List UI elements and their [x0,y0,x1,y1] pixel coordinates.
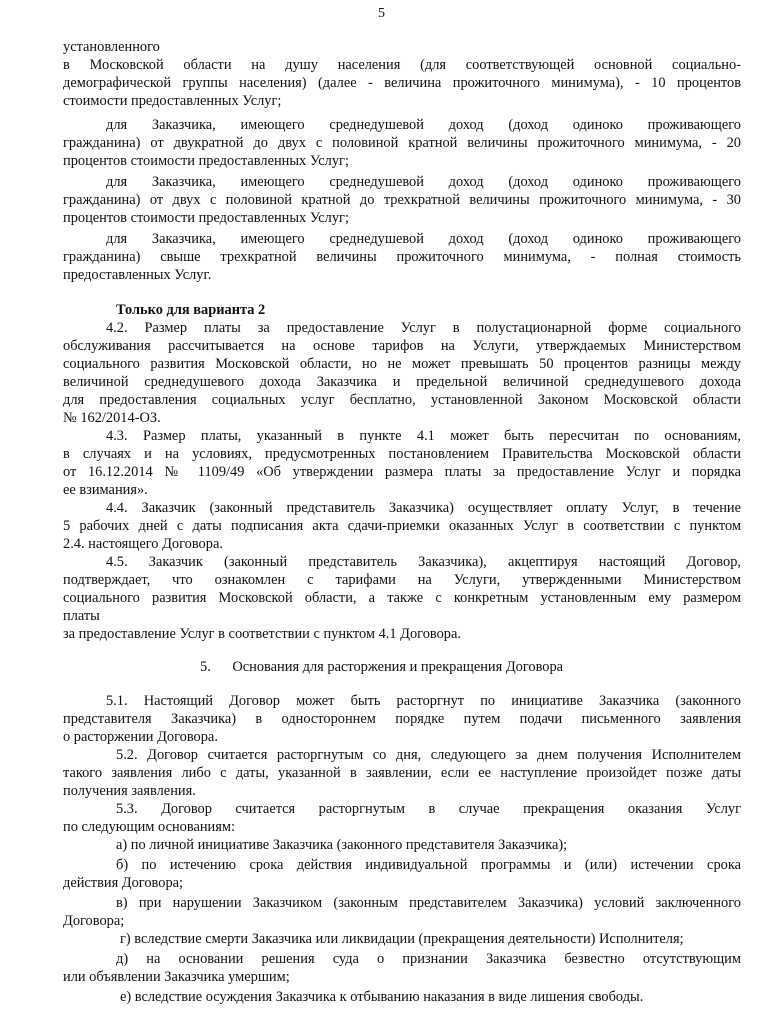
text-line: № 162/2014-ОЗ. [63,410,161,426]
text-line: гражданина) свыше трехкратной величины прожиточного минимума, - полная стоимость [63,249,741,265]
text-line: 4.4. Заказчик (законный представитель Заказчика) осуществляет оплату Услуг, в течение [106,500,741,516]
text-line: по следующим основаниям: [63,819,235,835]
text-line: ее взимания». [63,482,148,498]
text-line: Договора; [63,913,125,929]
text-line: социального развития Московской области, а также с конкретным установленным ему размером [63,590,741,606]
text-line: от 16.12.2014 № 1109/49 «Об утверждении размера платы за предоставление Услуг и порядка [63,464,741,480]
text-line: 4.2. Размер платы за предоставление Услуг в полустационарной форме социального [106,320,741,336]
list-item: б) по истечению срока действия индивидуальной программы и (или) истечении срока [116,857,741,873]
text-line: процентов стоимости предоставленных Услуг; [63,153,349,169]
section-subheading: Только для варианта 2 [116,302,266,318]
list-item: в) при нарушении Заказчиком (законным представителем Заказчика) условий заключенного [116,895,741,911]
list-item: г) вследствие смерти Заказчика или ликвидации (прекращения деятельности) Исполнителя; [120,931,684,947]
text-line: 5.3. Договор считается расторгнутым в случае прекращения оказания Услуг [116,801,741,817]
text-line: стоимости предоставленных Услуг; [63,93,282,109]
text-line: величиной среднедушевого дохода Заказчика и предельной величиной среднедушевого дохода [63,374,741,390]
list-item: д) на основании решения суда о признании Заказчика безвестно отсутствующим [116,951,741,967]
text-line: для Заказчика, имеющего среднедушевой доход (доход одиноко проживающего [106,231,741,247]
text-line: подтверждает, что ознакомлен с тарифами на Услуги, утвержденными Министерством [63,572,741,588]
text-line: или объявлении Заказчика умершим; [63,969,290,985]
text-line: гражданина) от двух с половиной кратной до трехкратной величины прожиточного минимума, - 30 [63,192,741,208]
text-line: 5.2. Договор считается расторгнутым со дня, следующего за днем получения Исполнителем [116,747,741,763]
text-line: установленного [63,39,160,55]
text-line: 5 рабочих дней с даты подписания акта сдачи-приемки оказанных Услуг в соответствии с пунктом [63,518,741,534]
text-line: представителя Заказчика) в одностороннем порядке путем подачи письменного заявления [63,711,741,727]
list-item: а) по личной инициативе Заказчика (законного представителя Заказчика); [116,837,568,853]
text-line: действия Договора; [63,875,184,891]
text-line: для Заказчика, имеющего среднедушевой доход (доход одиноко проживающего [106,117,741,133]
text-line: обслуживания рассчитывается на основе тарифов на Услуги, утверждаемых Министерством [63,338,741,354]
list-item: е) вследствие осуждения Заказчика к отбыванию наказания в виде лишения свободы. [120,989,644,1005]
text-line: для предоставления социальных услуг бесплатно, установленной Законом Московской области [63,392,741,408]
text-line: такого заявления либо с даты, указанной в заявлении, если ее наступление произойдет позже даты [63,765,741,781]
section-heading: 5. Основания для расторжения и прекращения Договора [200,659,564,675]
text-line: процентов стоимости предоставленных Услуг; [63,210,349,226]
text-line: в Московской области на душу населения (для соответствующей основной социально- [63,57,741,73]
text-line: гражданина) от двукратной до двух с половиной кратной величины прожиточного минимума, - 20 [63,135,741,151]
page-number: 5 [378,6,385,21]
text-line: платы [63,608,100,624]
text-line: демографической группы населения) (далее - величина прожиточного минимума), - 10 процентов [63,75,741,91]
text-line: о расторжении Договора. [63,729,218,745]
text-line: получения заявления. [63,783,196,799]
text-line: в случаях и на условиях, предусмотренных постановлением Правительства Московской области [63,446,741,462]
text-line: 5.1. Настоящий Договор может быть расторгнут по инициативе Заказчика (законного [106,693,741,709]
text-line: предоставленных Услуг. [63,267,212,283]
text-line: 2.4. настоящего Договора. [63,536,223,552]
text-line: за предоставление Услуг в соответствии с пунктом 4.1 Договора. [63,626,461,642]
text-line: социального развития Московской области, но не может превышать 50 процентов разницы между [63,356,741,372]
text-line: 4.5. Заказчик (законный представитель Заказчика), акцептируя настоящий Договор, [106,554,741,570]
text-line: для Заказчика, имеющего среднедушевой доход (доход одиноко проживающего [106,174,741,190]
text-line: 4.3. Размер платы, указанный в пункте 4.1 может быть пересчитан по основаниям, [106,428,741,444]
